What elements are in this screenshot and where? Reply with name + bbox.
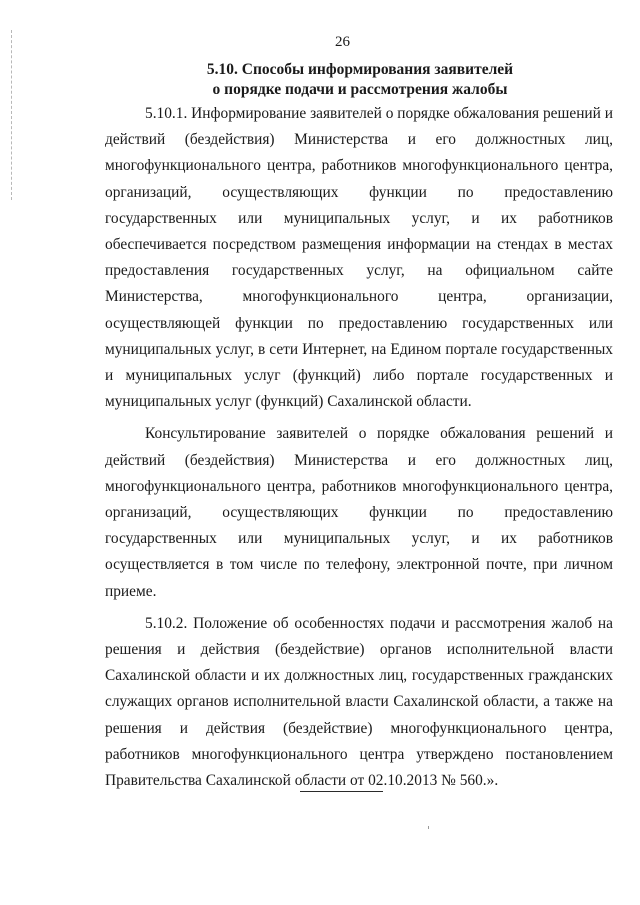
section-heading — [105, 60, 615, 100]
scan-speck — [428, 826, 429, 829]
section-heading-line-1: 5.10. Способы информирования заявителей — [206, 61, 514, 78]
paragraph-5-10-2: 5.10.2. Положение об особенностях подачи и рассмотрения жалоб на решения и действия (бездействие) органов исполнительной власти Сахалинской области и их должностных лиц, государственных гражданских служащих органов исполнительной власти Сахалинской области, а также на решения и действия (бездействие) многофункционального центра, работников многофункционального центра утверждено постановлением Правительства Сахалинской области от 02.10.2013 № 560.». — [105, 614, 613, 790]
closing-rule-divider — [300, 791, 383, 792]
section-heading-line-2: о порядке подачи и рассмотрения жалобы — [212, 81, 508, 98]
scan-edge-mark — [11, 30, 12, 200]
paragraph-5-10-1: 5.10.1. Информирование заявителей о порядке обжалования решений и действий (бездействия) Министерства и его должностных лиц, многофункционального центра, работников многофункционального центра, организаций, осуществляющих функции по предоставлению государственных или муниципальных услуг, и их работников обеспечивается посредством размещения информации на стендах в местах предоставления государственных услуг, на официальном сайте Министерства, многофункционального центра, организации, осуществляющей функции по предоставлению государственных или муниципальных услуг, в сети Интернет, на Едином портале государственных и муниципальных услуг (функций) либо портале государственных и муниципальных услуг (функций) Сахалинской области. — [105, 105, 613, 411]
body-text — [105, 101, 613, 794]
paragraph-consultation: Консультирование заявителей о порядке обжалования решений и действий (бездействия) Министерства и его должностных лиц, многофункционального центра, работников многофункционального центра, организаций, осуществляющих функции по предоставлению государственных или муниципальных услуг, и их работников осуществляется в том числе по телефону, электронной почте, при личном приеме. — [105, 425, 613, 600]
page-number: 26 — [335, 34, 350, 50]
